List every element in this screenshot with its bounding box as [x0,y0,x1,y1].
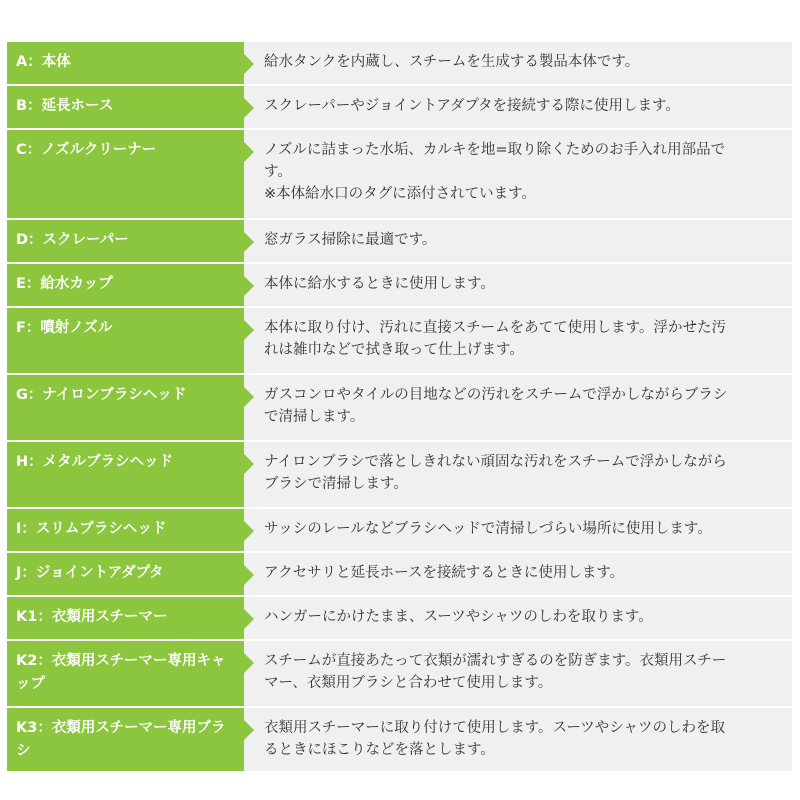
part-label: K3：衣類用スチーマー専用ブラシ [7,708,244,771]
description-line: 衣類用スチーマーに取り付けて使用します。スーツやシャツのしわを取 [264,720,725,736]
part-row-h [7,442,792,509]
part-row-d [7,220,792,264]
description-line: れは雑巾などで拭き取って仕上げます。 [264,342,524,358]
part-description [244,42,792,84]
description-line: サッシのレールなどブラシヘッドで清掃しづらい場所に使用します。 [264,521,712,537]
part-row-c [7,130,792,220]
part-description [244,375,792,440]
part-description [244,264,792,306]
description-line: 本体に取り付け、汚れに直接スチームをあてて使用します。浮かせた汚 [264,320,726,336]
part-description [244,708,792,771]
part-description [244,86,792,128]
description-line: 窓ガラス掃除に最適です。 [264,232,437,248]
description-line: 本体に給水するときに使用します。 [264,276,495,292]
part-label: G：ナイロンブラシヘッド [7,375,244,440]
description-line: 給水タンクを内蔵し、スチームを生成する製品本体です。 [264,54,640,70]
part-row-e [7,264,792,308]
part-row-g [7,375,792,442]
parts-table [7,41,792,773]
part-label: K1：衣類用スチーマー [7,597,244,639]
part-row-a [7,42,792,86]
description-note: ※本体給水口のタグに添付されています。 [264,186,536,202]
part-label: H：メタルブラシヘッド [7,442,244,507]
description-line: ガスコンロやタイルの目地などの汚れをスチームで浮かしながらブラシ [264,387,728,403]
part-description [244,641,792,706]
part-label: D：スクレーパー [7,220,244,262]
description-line: ブラシで清掃します。 [264,476,408,492]
part-row-k2 [7,641,792,708]
part-label: F：噴射ノズル [7,308,244,373]
description-line: ナイロンブラシで落としきれない頑固な汚れをスチームで浮かしながら [264,454,727,470]
part-label: C：ノズルクリーナー [7,130,244,218]
part-label: I：スリムブラシヘッド [7,509,244,551]
part-row-k3 [7,708,792,773]
part-row-i [7,509,792,553]
part-row-b [7,86,792,130]
part-label: J：ジョイントアダプタ [7,553,244,595]
description-line: マー、衣類用ブラシと合わせて使用します。 [264,675,553,691]
part-description [244,220,792,262]
description-line: スチームが直接あたって衣類が濡れすぎるのを防ぎます。衣類用スチー [264,653,727,669]
description-line: るときにほこりなどを落とします。 [264,742,495,758]
part-description [244,553,792,595]
description-line: ハンガーにかけたまま、スーツやシャツのしわを取ります。 [264,609,653,625]
part-description [244,597,792,639]
part-label: E：給水カップ [7,264,244,306]
part-label: A：本体 [7,42,244,84]
part-description [244,509,792,551]
part-row-f [7,308,792,375]
description-line: アクセサリと延長ホースを接続するときに使用します。 [264,565,625,581]
part-label: K2：衣類用スチーマー専用キャップ [7,641,244,706]
description-line: で清掃します。 [264,409,365,425]
part-row-j [7,553,792,597]
part-description [244,130,792,218]
part-row-k1 [7,597,792,641]
description-line: スクレーパーやジョイントアダプタを接続する際に使用します。 [264,98,680,114]
description-line: ノズルに詰まった水垢、カルキを地=取り除くためのお手入れ用部品で [264,142,726,158]
part-description [244,308,792,373]
part-label: B：延長ホース [7,86,244,128]
part-description [244,442,792,507]
description-line: す。 [264,164,292,180]
